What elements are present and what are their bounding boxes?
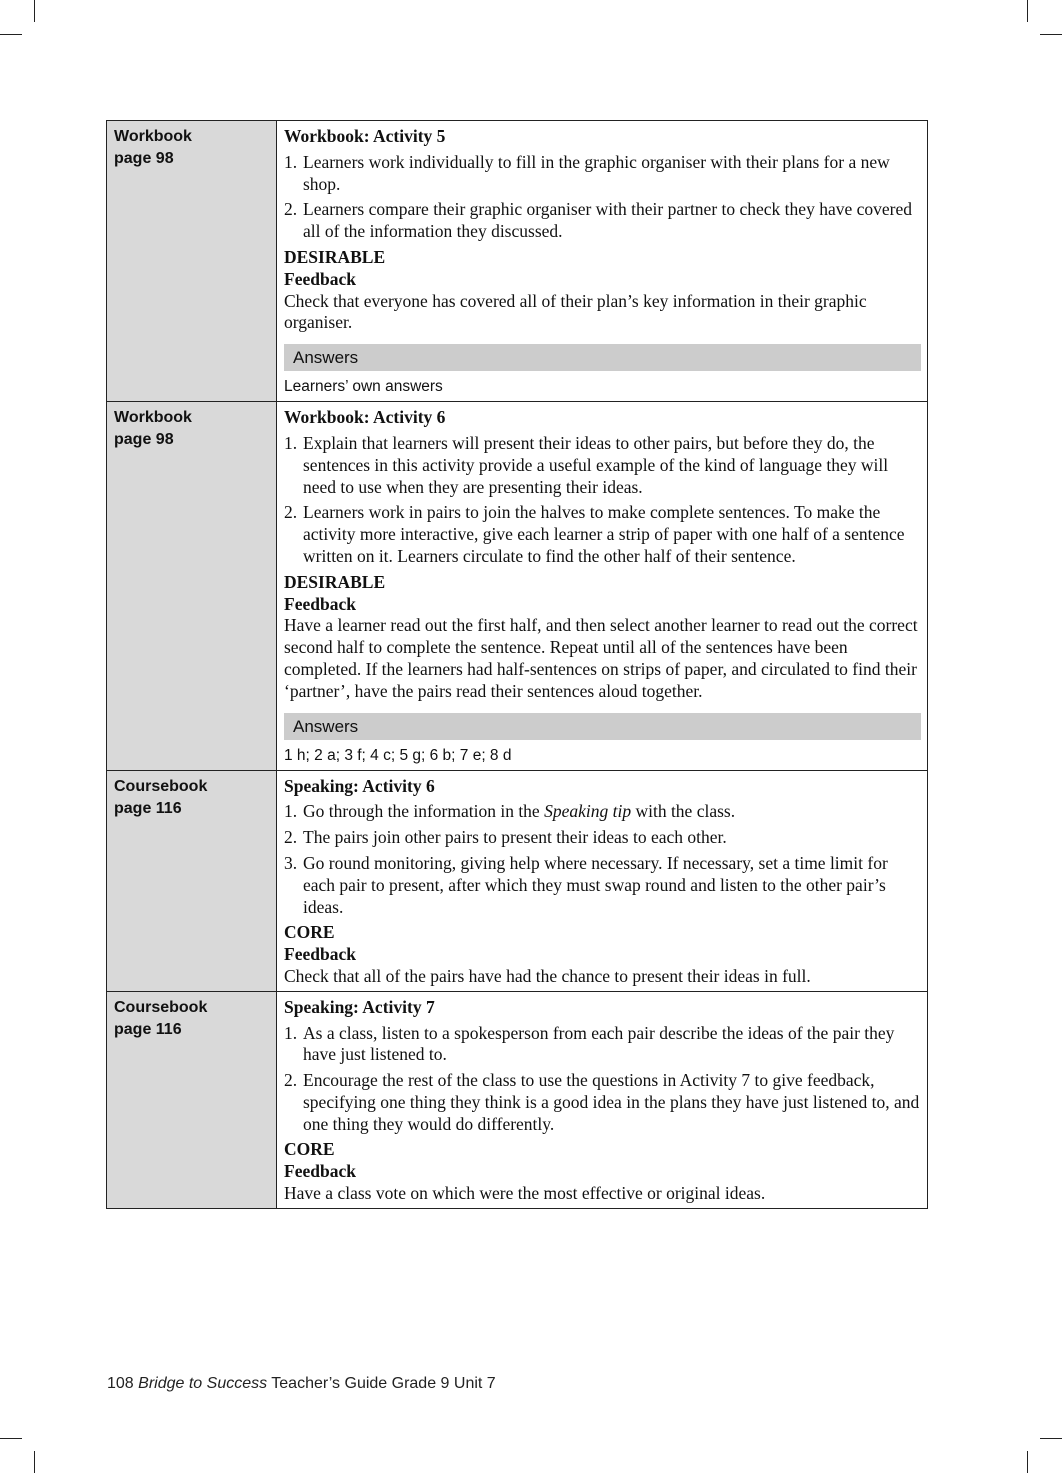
feedback-label: Feedback — [284, 1161, 356, 1182]
reference-page: page 98 — [114, 150, 174, 167]
reference-page: page 98 — [114, 431, 174, 449]
crop-mark — [1027, 0, 1028, 22]
step-text: Explain that learners will present their ideas to other pairs, but before they do, the sentences in this activity provide a useful example of the kind of language they will need to use when they are presenting their ideas. — [303, 432, 889, 497]
level-label: DESIRABLE — [284, 246, 386, 267]
step-item — [284, 853, 921, 918]
feedback-text: Check that everyone has covered all of their plan’s key information in their graphic organiser. — [284, 290, 867, 333]
steps-list — [284, 801, 921, 918]
page-footer — [107, 1375, 496, 1393]
answers-text: Learners’ own answers — [284, 378, 443, 396]
step-item — [284, 801, 921, 823]
step-number: 1. — [284, 151, 298, 172]
steps-list — [284, 1023, 921, 1136]
reference-page: page 116 — [114, 799, 182, 817]
reference-cell — [107, 121, 277, 402]
reference-book: Workbook — [114, 128, 192, 145]
lesson-plan-table — [106, 120, 928, 1209]
feedback-label: Feedback — [284, 944, 356, 965]
step-number: 2. — [284, 502, 298, 523]
steps-list — [284, 152, 921, 243]
reference-page: page 116 — [114, 1020, 182, 1038]
step-item — [284, 152, 921, 196]
crop-mark — [1040, 1438, 1062, 1439]
step-text: The pairs join other pairs to present their ideas to each other. — [303, 827, 727, 848]
step-item — [284, 199, 921, 243]
lesson-row — [107, 121, 928, 402]
lesson-row — [107, 991, 928, 1208]
reference-book: Coursebook — [114, 777, 208, 795]
step-item — [284, 1070, 921, 1135]
steps-list — [284, 433, 921, 568]
level-label: DESIRABLE — [284, 571, 386, 592]
lesson-row — [107, 770, 928, 991]
crop-mark — [1027, 1451, 1028, 1473]
reference-cell — [107, 770, 277, 991]
speaking-tip-reference: Speaking tip — [544, 801, 632, 822]
lesson-row — [107, 402, 928, 770]
step-number: 3. — [284, 852, 298, 873]
reference-cell — [107, 402, 277, 770]
step-number: 1. — [284, 1022, 298, 1043]
step-number: 2. — [284, 199, 298, 220]
activity-cell — [277, 770, 928, 991]
step-item — [284, 433, 921, 498]
feedback-label: Feedback — [284, 593, 356, 614]
feedback-label: Feedback — [284, 268, 356, 289]
crop-mark — [34, 0, 35, 22]
step-item — [284, 1023, 921, 1067]
answers-header: Answers — [284, 344, 921, 371]
answers-text: 1 h; 2 a; 3 f; 4 c; 5 g; 6 b; 7 e; 8 d — [284, 746, 512, 764]
step-text: Learners work in pairs to join the halves to make complete sentences. To make the activity more interactive, give each learner a strip of paper with one half of a sentence written on it. Learners circulate to find the other half of their sentence. — [303, 502, 905, 566]
step-text-part: Go through the information in the — [303, 801, 545, 822]
feedback-text: Have a class vote on which were the most effective or original ideas. — [284, 1183, 766, 1204]
activity-title: Workbook: Activity 5 — [284, 126, 446, 146]
step-text — [303, 801, 921, 823]
feedback-text: Have a learner read out the first half, and then select another learner to read out the correct second half to complete the sentence. Repeat until all of the sentences have been completed. If the learners had half-sentences on strips of paper, and circulated to find their ‘partner’, have the pairs read their sentences aloud together. — [284, 615, 918, 701]
activity-title: Speaking: Activity 7 — [284, 996, 435, 1017]
feedback-text: Check that all of the pairs have had the chance to present their ideas in full. — [284, 965, 811, 986]
step-number: 2. — [284, 1070, 298, 1091]
crop-mark — [1040, 34, 1062, 35]
reference-cell — [107, 991, 277, 1208]
step-text: As a class, listen to a spokesperson from each pair describe the ideas of the pair they have just listened to. — [303, 1022, 895, 1065]
level-label: CORE — [284, 1139, 335, 1160]
activity-title: Speaking: Activity 6 — [284, 775, 435, 796]
step-text: Encourage the rest of the class to use the questions in Activity 7 to give feedback, specifying one thing they think is a good idea in the plans they have just listened to, and one thing they would do differently. — [303, 1070, 920, 1134]
book-title: Bridge to Success — [138, 1375, 268, 1392]
activity-cell — [277, 121, 928, 402]
step-item — [284, 502, 921, 567]
activity-cell — [277, 402, 928, 770]
reference-book: Coursebook — [114, 998, 208, 1016]
step-text: Learners compare their graphic organiser with their partner to check they have covered all of the information they discussed. — [303, 199, 912, 242]
activity-title: Workbook: Activity 6 — [284, 407, 446, 428]
step-number: 1. — [284, 801, 298, 822]
reference-book: Workbook — [114, 409, 192, 427]
activity-cell — [277, 991, 928, 1208]
level-label: CORE — [284, 922, 335, 943]
step-text: Go round monitoring, giving help where necessary. If necessary, set a time limit for each pair to present, after which they must swap round and listen to the other pair’s ideas. — [303, 852, 888, 917]
step-number: 2. — [284, 827, 298, 848]
footer-subtitle: Teacher’s Guide Grade 9 Unit 7 — [267, 1375, 496, 1392]
crop-mark — [0, 1438, 22, 1439]
answers-header: Answers — [284, 713, 921, 740]
crop-mark — [0, 34, 22, 35]
step-number: 1. — [284, 432, 298, 453]
step-item — [284, 827, 921, 849]
step-text-part: with the class. — [631, 801, 736, 822]
crop-mark — [34, 1451, 35, 1473]
step-text: Learners work individually to fill in the graphic organiser with their plans for a new shop. — [303, 151, 890, 194]
page-number: 108 — [107, 1375, 134, 1392]
